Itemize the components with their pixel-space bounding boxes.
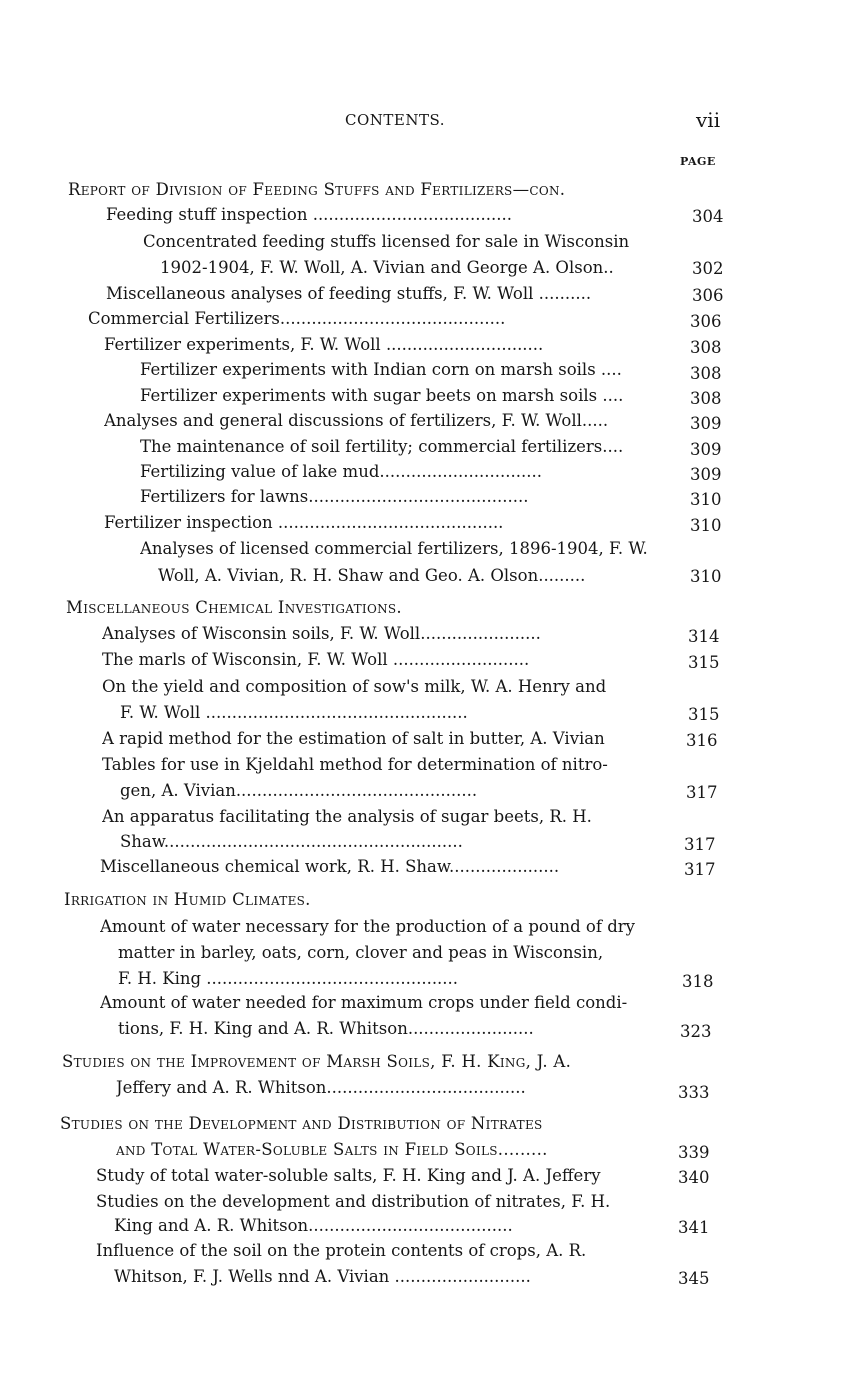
- toc-entry: Fertilizing value of lake mud...............................: [140, 462, 542, 481]
- toc-entry: Miscellaneous analyses of feeding stuffs, F. W. Woll ..........: [106, 284, 592, 303]
- toc-entry: Analyses of Wisconsin soils, F. W. Woll.......................: [102, 624, 541, 643]
- toc-entry: Jeffery and A. R. Whitson......................................: [116, 1078, 526, 1097]
- toc-entry: Fertilizer experiments, F. W. Woll ..............................: [104, 335, 544, 354]
- toc-page: 340: [678, 1168, 710, 1187]
- toc-page: 341: [678, 1218, 710, 1237]
- toc-entry: matter in barley, oats, corn, clover and peas in Wisconsin,: [118, 943, 604, 962]
- page-title: CONTENTS.: [345, 111, 445, 129]
- toc-entry: Amount of water needed for maximum crops under field condi-: [100, 993, 628, 1012]
- toc-page: 323: [680, 1022, 712, 1041]
- toc-entry: Tables for use in Kjeldahl method for determination of nitro-: [102, 755, 608, 774]
- toc-entry: tions, F. H. King and A. R. Whitson........................: [118, 1019, 534, 1038]
- toc-entry: Analyses and general discussions of fertilizers, F. W. Woll.....: [104, 411, 609, 430]
- toc-entry: Studies on the development and distribution of nitrates, F. H.: [96, 1192, 611, 1211]
- toc-page: 315: [688, 653, 720, 672]
- page-column-label: PAGE: [680, 155, 716, 168]
- toc-entry: The maintenance of soil fertility; commercial fertilizers....: [140, 437, 624, 456]
- toc-page: 314: [688, 627, 720, 646]
- toc-page: 310: [690, 567, 722, 586]
- toc-entry: Feeding stuff inspection ......................................: [106, 205, 512, 224]
- toc-page: 309: [690, 440, 722, 459]
- section-heading: Miscellaneous Chemical Investigations.: [66, 598, 402, 617]
- toc-page: 304: [692, 207, 724, 226]
- toc-page: 308: [690, 338, 722, 357]
- toc-entry: gen, A. Vivian..............................................: [120, 781, 478, 800]
- toc-page: 302: [692, 259, 724, 278]
- toc-entry: Amount of water necessary for the production of a pound of dry: [100, 917, 635, 936]
- toc-entry: On the yield and composition of sow's milk, W. A. Henry and: [102, 677, 607, 696]
- toc-page: 310: [690, 516, 722, 535]
- toc-entry: Influence of the soil on the protein contents of crops, A. R.: [96, 1241, 587, 1260]
- section-heading: and Total Water-Soluble Salts in Field Soils.........: [116, 1140, 548, 1159]
- toc-entry: Fertilizer experiments with Indian corn on marsh soils ....: [140, 360, 622, 379]
- toc-entry: Whitson, F. J. Wells nnd A. Vivian ..........................: [114, 1267, 531, 1286]
- toc-entry: 1902-1904, F. W. Woll, A. Vivian and George A. Olson..: [160, 258, 614, 277]
- section-heading: Studies on the Improvement of Marsh Soils, F. H. King, J. A.: [62, 1052, 572, 1071]
- toc-page: 309: [690, 465, 722, 484]
- toc-entry: Commercial Fertilizers...........................................: [88, 309, 506, 328]
- toc-page: 306: [692, 286, 724, 305]
- toc-entry: Analyses of licensed commercial fertilizers, 1896-1904, F. W.: [140, 539, 648, 558]
- toc-entry: King and A. R. Whitson.......................................: [114, 1216, 513, 1235]
- page-number: vii: [696, 108, 721, 132]
- toc-entry: Fertilizer experiments with sugar beets on marsh soils ....: [140, 386, 624, 405]
- toc-page: 317: [684, 860, 716, 879]
- toc-page: 308: [690, 364, 722, 383]
- section-heading: Report of Division of Feeding Stuffs and Fertilizers—con.: [68, 180, 566, 199]
- toc-page: 339: [678, 1143, 710, 1162]
- toc-page: 306: [690, 312, 722, 331]
- toc-entry: The marls of Wisconsin, F. W. Woll ..........................: [102, 650, 530, 669]
- toc-page: 317: [684, 835, 716, 854]
- toc-page: 315: [688, 705, 720, 724]
- toc-entry: F. W. Woll ..................................................: [120, 703, 468, 722]
- toc-entry: Woll, A. Vivian, R. H. Shaw and Geo. A. Olson.........: [158, 566, 586, 585]
- toc-entry: F. H. King ................................................: [118, 969, 459, 988]
- toc-entry: Shaw.........................................................: [120, 832, 463, 851]
- toc-page: 316: [686, 731, 718, 750]
- toc-page: 308: [690, 389, 722, 408]
- section-heading: Irrigation in Humid Climates.: [64, 890, 311, 909]
- toc-entry: Miscellaneous chemical work, R. H. Shaw.....................: [100, 857, 560, 876]
- toc-page: 333: [678, 1083, 710, 1102]
- toc-entry: Concentrated feeding stuffs licensed for sale in Wisconsin: [143, 232, 630, 251]
- toc-page: 345: [678, 1269, 710, 1288]
- toc-page: 318: [682, 972, 714, 991]
- toc-page: 310: [690, 490, 722, 509]
- toc-entry: An apparatus facilitating the analysis of sugar beets, R. H.: [102, 807, 592, 826]
- toc-page: 317: [686, 783, 718, 802]
- section-heading: Studies on the Development and Distribution of Nitrates: [60, 1114, 543, 1133]
- toc-entry: Fertilizers for lawns..........................................: [140, 487, 529, 506]
- toc-entry: Study of total water-soluble salts, F. H. King and J. A. Jeffery: [96, 1166, 601, 1185]
- toc-entry: A rapid method for the estimation of salt in butter, A. Vivian: [102, 729, 605, 748]
- toc-page: 309: [690, 414, 722, 433]
- toc-entry: Fertilizer inspection ...........................................: [104, 513, 504, 532]
